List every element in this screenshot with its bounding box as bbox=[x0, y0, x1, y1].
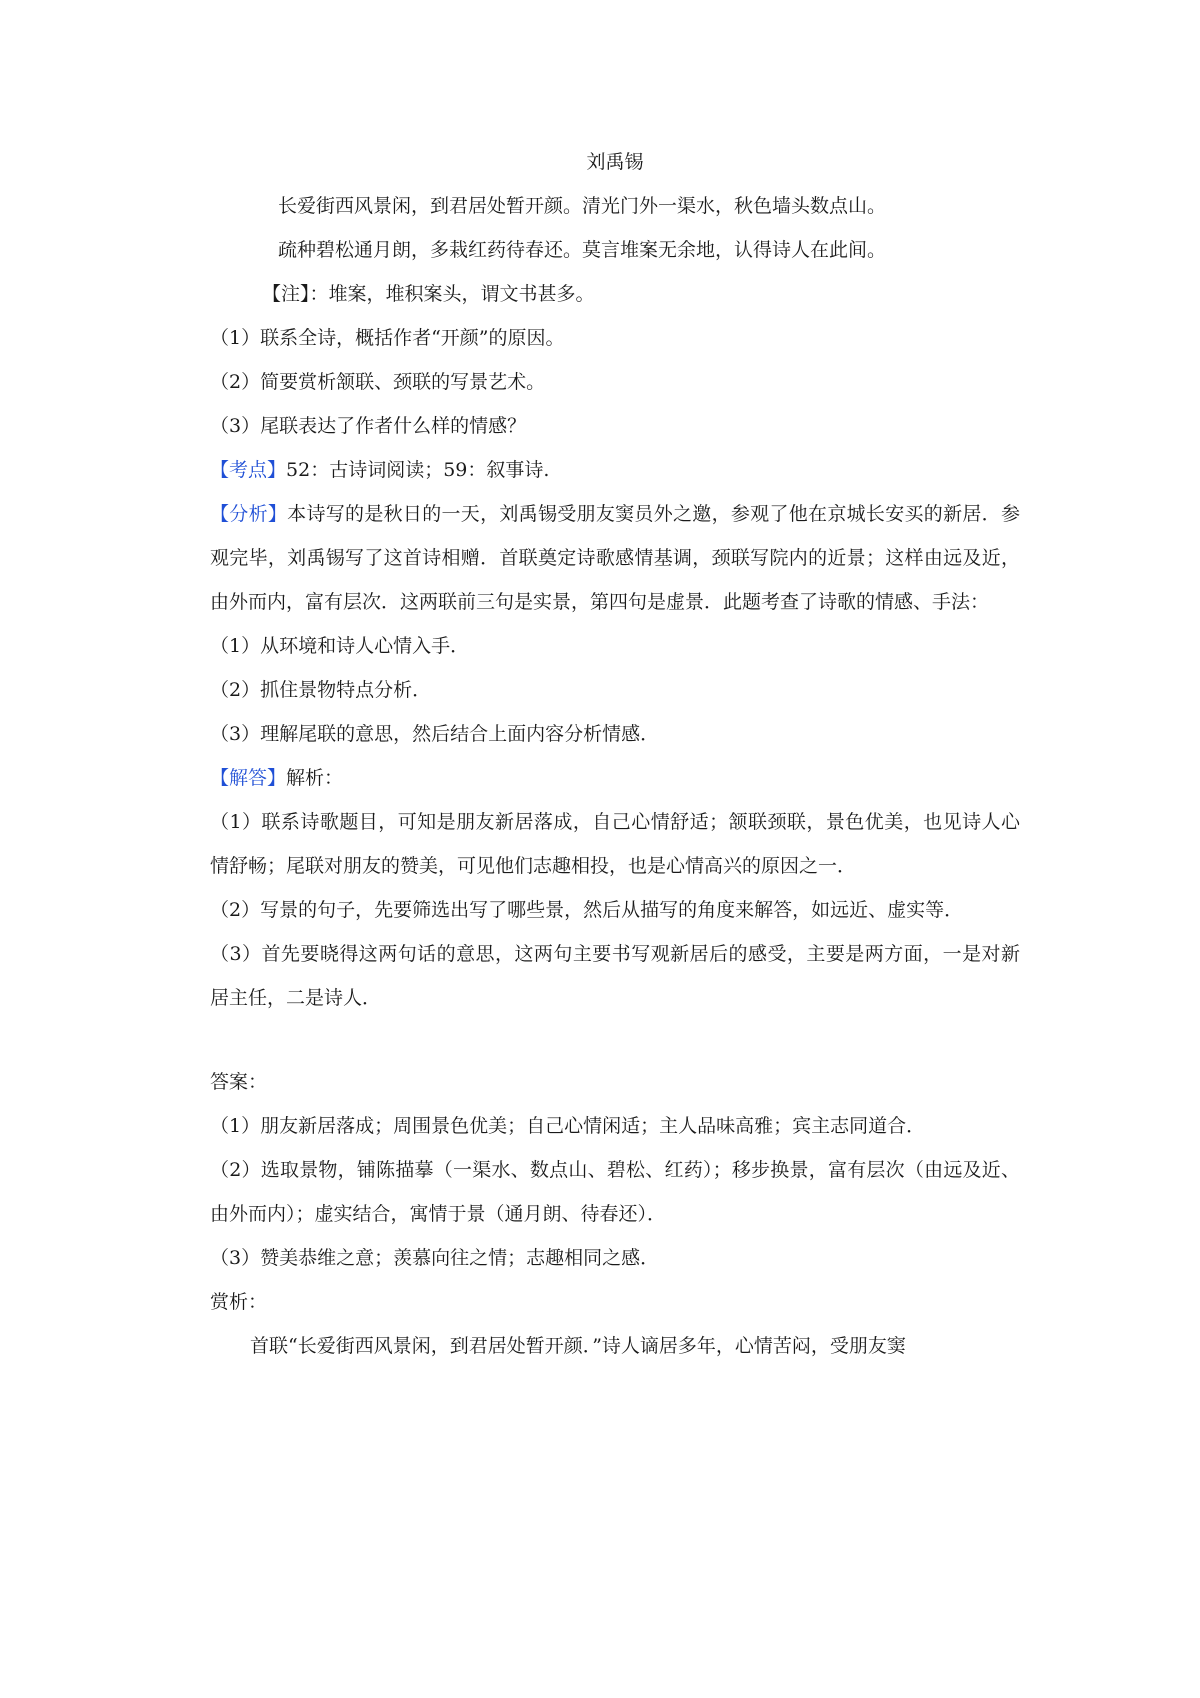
jieda-item-2: （2）写景的句子，先要筛选出写了哪些景，然后从描写的角度来解答，如远近、虚实等． bbox=[210, 899, 964, 921]
poem-note: 【注】：堆案，堆积案头，谓文书甚多。 bbox=[262, 283, 595, 305]
shangxi-label: 赏析： bbox=[210, 1291, 268, 1313]
shangxi-text: 首联“长爱街西风景闲，到君居处暂开颜．”诗人谪居多年，心情苦闷，受朋友窦 bbox=[250, 1335, 906, 1357]
poem-author: 刘禹锡 bbox=[586, 151, 644, 173]
question-3: （3）尾联表达了作者什么样的情感？ bbox=[210, 415, 527, 437]
fenxi-point-3: （3）理解尾联的意思，然后结合上面内容分析情感． bbox=[210, 723, 660, 745]
fenxi-tag: 【分析】 bbox=[210, 503, 288, 525]
jieda-tag: 【解答】 bbox=[210, 767, 287, 789]
kaodian-section bbox=[210, 458, 1020, 482]
fenxi-point-1: （1）从环境和诗人心情入手． bbox=[210, 635, 470, 657]
jieda-item-3: （3）首先要晓得这两句话的意思，这两句主要书写观新居后的感受，主要是两方面，一是对新居主任，二是诗人． bbox=[210, 943, 1020, 1009]
answer-item-1: （1）朋友新居落成；周围景色优美；自己心情闲适；主人品味高雅；宾主志同道合． bbox=[210, 1115, 926, 1137]
section-gap bbox=[210, 1030, 1020, 1070]
document-page bbox=[210, 150, 1020, 1378]
question-1: （1）联系全诗，概括作者“开颜”的原因。 bbox=[210, 327, 565, 349]
jieda-item-1: （1）联系诗歌题目，可知是朋友新居落成，自己心情舒适；颔联颈联，景色优美，也见诗人心情舒畅；尾联对朋友的赞美，可见他们志趣相投，也是心情高兴的原因之一． bbox=[210, 811, 1020, 877]
jieda-text: 解析： bbox=[286, 767, 344, 789]
answer-item-3: （3）赞美恭维之意；羡慕向往之情；志趣相同之感． bbox=[210, 1247, 660, 1269]
jieda-section bbox=[210, 766, 1020, 790]
kaodian-tag: 【考点】 bbox=[210, 459, 287, 481]
answer-label: 答案： bbox=[210, 1071, 268, 1093]
fenxi-point-2: （2）抓住景物特点分析． bbox=[210, 679, 432, 701]
kaodian-text: 52：古诗词阅读；59：叙事诗. bbox=[286, 459, 550, 481]
answer-item-2: （2）选取景物，铺陈描摹（一渠水、数点山、碧松、红药）；移步换景，富有层次（由远及近、由外而内）；虚实结合，寓情于景（通月朗、待春还）． bbox=[210, 1159, 1020, 1225]
fenxi-text: 本诗写的是秋日的一天，刘禹锡受朋友窦员外之邀，参观了他在京城长安买的新居．参观完毕，刘禹锡写了这首诗相赠．首联奠定诗歌感情基调，颈联写院内的近景；这样由远及近，由外而内，富有层次．这两联前三句是实景，第四句是虚景．此题考查了诗歌的情感、手法： bbox=[210, 503, 1020, 613]
fenxi-section bbox=[210, 492, 1020, 624]
poem-line-2: 疏种碧松通月朗，多栽红药待春还。莫言堆案无余地，认得诗人在此间。 bbox=[278, 239, 887, 261]
question-2: （2）简要赏析颔联、颈联的写景艺术。 bbox=[210, 371, 546, 393]
poem-line-1: 长爱街西风景闲，到君居处暂开颜。清光门外一渠水，秋色墙头数点山。 bbox=[278, 195, 887, 217]
